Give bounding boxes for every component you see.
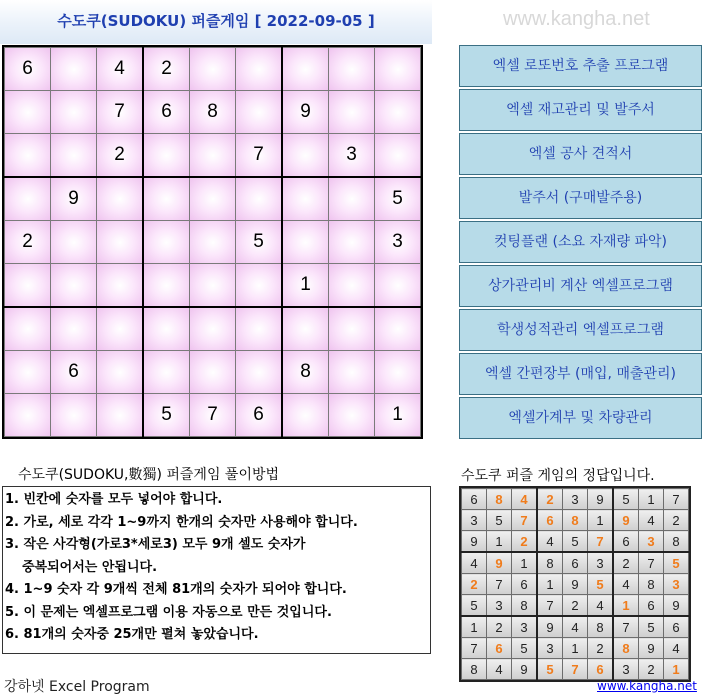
- grid-cell[interactable]: [282, 48, 329, 91]
- grid-cell[interactable]: [5, 394, 51, 437]
- grid-row: [5, 221, 421, 264]
- grid-cell[interactable]: 8: [190, 91, 236, 134]
- answer-cell: 8: [512, 595, 538, 617]
- grid-cell[interactable]: [51, 307, 97, 351]
- grid-row: [5, 48, 421, 91]
- grid-cell[interactable]: [97, 307, 144, 351]
- grid-cell[interactable]: [282, 394, 329, 437]
- answer-cell: 2: [563, 595, 588, 617]
- grid-row: [5, 134, 421, 178]
- grid-cell[interactable]: [236, 351, 283, 394]
- grid-cell[interactable]: 3: [329, 134, 375, 178]
- link-simple-ledger[interactable]: 엑셀 간편장부 (매입, 매출관리): [459, 353, 702, 395]
- grid-cell[interactable]: [329, 177, 375, 221]
- answer-cell: 3: [563, 489, 588, 510]
- grid-cell[interactable]: 8: [282, 351, 329, 394]
- howto-line: 2. 가로, 세로 각각 1~9까지 한개의 숫자만 사용해야 합니다.: [5, 514, 358, 530]
- answer-cell: 1: [487, 531, 512, 553]
- answer-cell: 5: [462, 595, 487, 617]
- answer-cell: 5: [588, 574, 614, 595]
- howto-line: 3. 작은 사각형(가로3*세로3) 모두 9개 셀도 숫자가: [5, 537, 306, 552]
- answer-row: [462, 595, 689, 617]
- grid-cell[interactable]: [329, 91, 375, 134]
- answer-cell: 7: [639, 552, 664, 574]
- answer-cell: 6: [537, 510, 563, 531]
- howto-line: 1. 빈칸에 숫자를 모두 넣어야 합니다.: [5, 492, 223, 507]
- answer-cell: 8: [462, 659, 487, 680]
- grid-cell[interactable]: 2: [143, 48, 190, 91]
- answer-cell: 9: [563, 574, 588, 595]
- answer-cell: 7: [563, 659, 588, 680]
- answer-row: [462, 638, 689, 659]
- answer-row: [462, 531, 689, 553]
- answer-cell: 5: [613, 489, 639, 510]
- answer-title: 수도쿠 퍼즐 게임의 정답입니다.: [461, 468, 655, 484]
- grid-cell[interactable]: [5, 91, 51, 134]
- answer-cell: 9: [537, 616, 563, 638]
- answer-cell: 3: [588, 552, 614, 574]
- grid-row: [5, 177, 421, 221]
- grid-cell[interactable]: [375, 91, 421, 134]
- grid-cell[interactable]: [375, 264, 421, 308]
- answer-cell: 1: [639, 489, 664, 510]
- answer-cell: 3: [613, 659, 639, 680]
- answer-cell: 4: [613, 574, 639, 595]
- answer-cell: 9: [512, 659, 538, 680]
- grid-row: [5, 264, 421, 308]
- howto-line: 5. 이 문제는 엑셀프로그램 이용 자동으로 만든 것입니다.: [5, 604, 332, 620]
- grid-cell[interactable]: [51, 264, 97, 308]
- answer-cell: 4: [537, 531, 563, 553]
- sudoku-grid: [2, 45, 423, 439]
- grid-cell[interactable]: 7: [97, 91, 144, 134]
- grid-cell[interactable]: [375, 307, 421, 351]
- answer-cell: 2: [462, 574, 487, 595]
- answer-cell: 7: [537, 595, 563, 617]
- answer-cell: 3: [537, 638, 563, 659]
- grid-cell[interactable]: [329, 394, 375, 437]
- answer-cell: 6: [462, 489, 487, 510]
- grid-cell[interactable]: [97, 177, 144, 221]
- answer-cell: 2: [512, 531, 538, 553]
- grid-cell[interactable]: 2: [97, 134, 144, 178]
- grid-cell[interactable]: [375, 48, 421, 91]
- grid-cell[interactable]: [282, 134, 329, 178]
- grid-cell[interactable]: [5, 177, 51, 221]
- answer-cell: 2: [537, 489, 563, 510]
- answer-cell: 8: [588, 616, 614, 638]
- link-cutting-plan[interactable]: 컷팅플랜 (소요 자재량 파악): [459, 221, 702, 263]
- answer-cell: 3: [664, 574, 689, 595]
- page-title: 수도쿠(SUDOKU) 퍼즐게임 [ 2022-09-05 ]: [57, 12, 375, 30]
- grid-cell[interactable]: 2: [5, 221, 51, 264]
- answer-cell: 5: [487, 510, 512, 531]
- grid-cell[interactable]: [143, 351, 190, 394]
- answer-cell: 9: [613, 510, 639, 531]
- howto-line: 중복되어서는 안됩니다.: [22, 559, 158, 575]
- grid-cell[interactable]: [375, 351, 421, 394]
- answer-cell: 6: [613, 531, 639, 553]
- grid-row: [5, 307, 421, 351]
- answer-cell: 1: [512, 552, 538, 574]
- grid-cell[interactable]: 6: [236, 394, 283, 437]
- answer-grid: [459, 486, 691, 682]
- answer-cell: 8: [639, 574, 664, 595]
- grid-cell[interactable]: 5: [375, 177, 421, 221]
- answer-cell: 6: [563, 552, 588, 574]
- answer-row: [462, 659, 689, 680]
- answer-cell: 3: [639, 531, 664, 553]
- grid-cell[interactable]: [236, 91, 283, 134]
- grid-cell[interactable]: [329, 307, 375, 351]
- grid-cell[interactable]: [5, 351, 51, 394]
- grid-cell[interactable]: [97, 351, 144, 394]
- grid-row: [5, 394, 421, 437]
- footer-link[interactable]: www.kangha.net: [597, 679, 697, 693]
- grid-cell[interactable]: [190, 307, 236, 351]
- grid-cell[interactable]: [329, 264, 375, 308]
- link-lotto[interactable]: 엑셀 로또번호 추출 프로그램: [459, 45, 702, 87]
- program-links: [459, 45, 702, 441]
- answer-cell: 8: [537, 552, 563, 574]
- answer-cell: 7: [462, 638, 487, 659]
- answer-cell: 1: [563, 638, 588, 659]
- grid-cell[interactable]: [236, 177, 283, 221]
- grid-cell[interactable]: [143, 134, 190, 178]
- answer-cell: 4: [664, 638, 689, 659]
- answer-cell: 7: [512, 510, 538, 531]
- grid-cell[interactable]: [236, 307, 283, 351]
- answer-row: [462, 489, 689, 510]
- answer-cell: 6: [664, 616, 689, 638]
- answer-cell: 5: [563, 531, 588, 553]
- grid-cell[interactable]: 1: [375, 394, 421, 437]
- answer-cell: 1: [613, 595, 639, 617]
- answer-cell: 1: [537, 574, 563, 595]
- grid-cell[interactable]: [51, 134, 97, 178]
- howto-line: 6. 81개의 숫자중 25개만 펼쳐 놓았습니다.: [5, 627, 259, 642]
- answer-row: [462, 616, 689, 638]
- grid-cell[interactable]: 4: [97, 48, 144, 91]
- grid-cell[interactable]: [236, 48, 283, 91]
- link-household-ledger[interactable]: 엑셀가계부 및 차량관리: [459, 397, 702, 439]
- grid-cell[interactable]: [97, 394, 144, 437]
- grid-cell[interactable]: [190, 264, 236, 308]
- grid-cell[interactable]: [97, 221, 144, 264]
- answer-cell: 2: [639, 659, 664, 680]
- answer-cell: 5: [664, 552, 689, 574]
- grid-cell[interactable]: [190, 134, 236, 178]
- grid-cell[interactable]: [143, 307, 190, 351]
- answer-cell: 8: [613, 638, 639, 659]
- grid-cell[interactable]: [51, 48, 97, 91]
- grid-cell[interactable]: [5, 307, 51, 351]
- answer-cell: 6: [487, 638, 512, 659]
- link-inventory[interactable]: 엑셀 재고관리 및 발주서: [459, 89, 702, 131]
- grid-cell[interactable]: [51, 221, 97, 264]
- footer-brand: 강하넷 Excel Program: [4, 679, 150, 695]
- answer-cell: 7: [613, 616, 639, 638]
- grid-cell[interactable]: 1: [282, 264, 329, 308]
- grid-cell[interactable]: 7: [190, 394, 236, 437]
- grid-cell[interactable]: 9: [51, 177, 97, 221]
- grid-cell[interactable]: [190, 177, 236, 221]
- grid-cell[interactable]: [51, 91, 97, 134]
- answer-cell: 7: [487, 574, 512, 595]
- answer-cell: 2: [613, 552, 639, 574]
- grid-cell[interactable]: [282, 177, 329, 221]
- answer-cell: 9: [588, 489, 614, 510]
- grid-cell[interactable]: 6: [5, 48, 51, 91]
- howto-title: 수도쿠(SUDOKU,數獨) 퍼즐게임 풀이방법: [18, 467, 280, 483]
- answer-cell: 2: [487, 616, 512, 638]
- answer-cell: 5: [537, 659, 563, 680]
- answer-row: [462, 510, 689, 531]
- link-maintenance-fee[interactable]: 상가관리비 계산 엑셀프로그램: [459, 265, 702, 307]
- grid-cell[interactable]: [329, 351, 375, 394]
- answer-cell: 9: [664, 595, 689, 617]
- grid-cell[interactable]: [143, 264, 190, 308]
- answer-cell: 1: [664, 659, 689, 680]
- answer-cell: 9: [462, 531, 487, 553]
- answer-cell: 6: [639, 595, 664, 617]
- grid-cell[interactable]: [5, 134, 51, 178]
- answer-row: [462, 574, 689, 595]
- grid-cell[interactable]: [190, 48, 236, 91]
- answer-cell: 9: [639, 638, 664, 659]
- answer-cell: 4: [462, 552, 487, 574]
- answer-cell: 1: [588, 510, 614, 531]
- grid-cell[interactable]: [5, 264, 51, 308]
- grid-cell[interactable]: [143, 221, 190, 264]
- grid-cell[interactable]: 6: [143, 91, 190, 134]
- answer-cell: 8: [563, 510, 588, 531]
- grid-cell[interactable]: [190, 351, 236, 394]
- link-purchase-order[interactable]: 발주서 (구매발주용): [459, 177, 702, 219]
- grid-cell[interactable]: [329, 221, 375, 264]
- howto-box: [2, 486, 431, 654]
- answer-cell: 6: [588, 659, 614, 680]
- grid-row: [5, 351, 421, 394]
- answer-cell: 7: [588, 531, 614, 553]
- answer-cell: 1: [462, 616, 487, 638]
- grid-cell[interactable]: [375, 134, 421, 178]
- howto-line: 4. 1~9 숫자 각 9개씩 전체 81개의 숫자가 되어야 합니다.: [5, 582, 347, 597]
- answer-cell: 3: [462, 510, 487, 531]
- grid-cell[interactable]: [282, 221, 329, 264]
- answer-cell: 8: [487, 489, 512, 510]
- watermark: www.kangha.net: [503, 8, 650, 30]
- answer-cell: 4: [512, 489, 538, 510]
- link-grade-management[interactable]: 학생성적관리 엑셀프로그램: [459, 309, 702, 351]
- grid-cell[interactable]: 6: [51, 351, 97, 394]
- grid-cell[interactable]: [236, 264, 283, 308]
- answer-cell: 4: [639, 510, 664, 531]
- answer-cell: 4: [588, 595, 614, 617]
- answer-cell: 4: [563, 616, 588, 638]
- answer-cell: 2: [664, 510, 689, 531]
- answer-row: [462, 552, 689, 574]
- answer-cell: 7: [664, 489, 689, 510]
- grid-cell[interactable]: 5: [143, 394, 190, 437]
- answer-cell: 5: [512, 638, 538, 659]
- answer-cell: 4: [487, 659, 512, 680]
- grid-cell[interactable]: 9: [282, 91, 329, 134]
- grid-cell[interactable]: 7: [236, 134, 283, 178]
- grid-row: [5, 91, 421, 134]
- grid-cell[interactable]: 3: [375, 221, 421, 264]
- grid-cell[interactable]: [282, 307, 329, 351]
- grid-cell[interactable]: [51, 394, 97, 437]
- grid-cell[interactable]: [97, 264, 144, 308]
- grid-cell[interactable]: 5: [236, 221, 283, 264]
- answer-cell: 3: [487, 595, 512, 617]
- answer-cell: 8: [664, 531, 689, 553]
- grid-cell[interactable]: [143, 177, 190, 221]
- answer-cell: 5: [639, 616, 664, 638]
- answer-cell: 6: [512, 574, 538, 595]
- answer-cell: 9: [487, 552, 512, 574]
- grid-cell[interactable]: [190, 221, 236, 264]
- link-construction-estimate[interactable]: 엑셀 공사 견적서: [459, 133, 702, 175]
- answer-cell: 2: [588, 638, 614, 659]
- grid-cell[interactable]: [329, 48, 375, 91]
- answer-cell: 3: [512, 616, 538, 638]
